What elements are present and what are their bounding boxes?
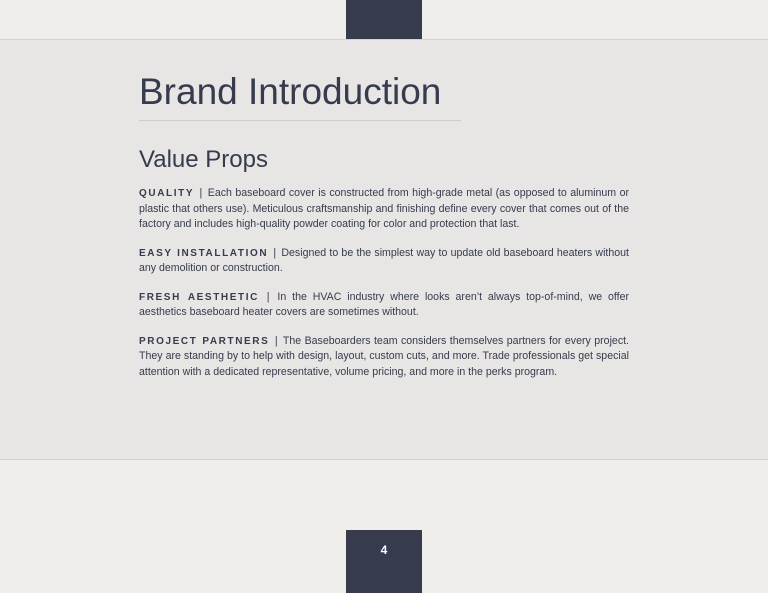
- section-heading: Value Props: [139, 146, 268, 173]
- value-prop-separator: |: [266, 290, 270, 303]
- value-prop-separator: |: [273, 246, 277, 259]
- value-prop-label: FRESH AESTHETIC: [139, 291, 259, 303]
- value-props-list: [139, 186, 629, 393]
- title-divider: [139, 120, 461, 121]
- value-prop-text: Designed to be the simplest way to update old baseboard heaters without any demolition or construction.: [139, 246, 629, 274]
- top-page-tab: [346, 0, 422, 39]
- value-prop-fresh-aesthetic: [139, 290, 629, 321]
- page-number: 4: [380, 543, 388, 557]
- value-prop-project-partners: [139, 334, 629, 381]
- value-prop-label: PROJECT PARTNERS: [139, 335, 270, 347]
- page-number-tab: [346, 530, 422, 593]
- value-prop-text: The Baseboarders team considers themselves partners for every project. They are standing by to help with design, layout, custom cuts, and more. Trade professionals get special attention with a dedicated representative, volume pricing, and more in the perks program.: [139, 334, 629, 378]
- value-prop-label: EASY INSTALLATION: [139, 247, 269, 259]
- value-prop-text: Each baseboard cover is constructed from high-grade metal (as opposed to aluminum or plastic that others use). Meticulous craftsmanship and finishing define every cover that comes out of the factory and includes high-quality powder coating for color and protection that last.: [139, 187, 629, 230]
- value-prop-easy-installation: [139, 246, 629, 277]
- value-prop-separator: |: [274, 334, 278, 347]
- value-prop-separator: |: [199, 187, 203, 199]
- value-prop-label: QUALITY: [139, 188, 195, 199]
- page-title: Brand Introduction: [139, 71, 442, 112]
- value-prop-text: In the HVAC industry where looks aren’t always top-of-mind, we offer aesthetics baseboard heater covers are sometimes without.: [139, 290, 629, 318]
- value-prop-quality: [139, 186, 629, 233]
